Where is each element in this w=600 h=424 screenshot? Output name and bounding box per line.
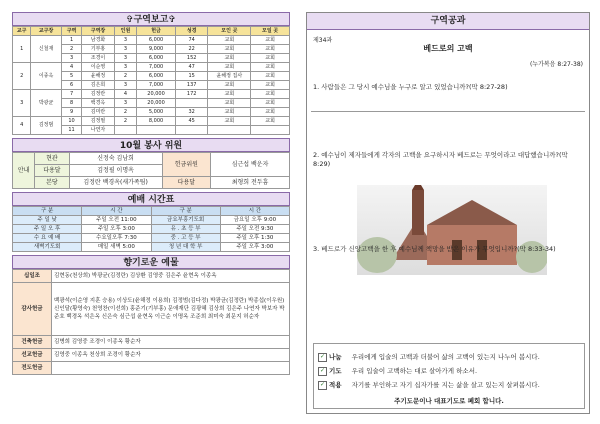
table-row: [13, 216, 290, 225]
guide-label: 안내: [13, 153, 35, 189]
cell-meet: 교회: [251, 99, 290, 108]
area-header: 인원: [114, 27, 136, 36]
cell-met: 교회: [208, 36, 251, 45]
schedule-table: [12, 206, 290, 252]
table-row: [13, 270, 290, 283]
multi-names: 최형희 전두흠: [211, 177, 290, 189]
area-header: 성경: [175, 27, 208, 36]
pray-text: 우리 입술이 고백하는 대로 살아가게 하소서.: [351, 367, 478, 375]
schedule-cell: 금요일 오후 9:00: [220, 216, 289, 225]
cell-count: 3: [114, 63, 136, 72]
offering-names: 백광석(이순영 지훈 승용) 이상도(윤해정 이용희) 김정범(김다정) 박광균(김정란) 박종섭(이우원) 신인달(황영숙) 천영찬(이선희) 홍준기(기부홍) 문애재단 김광혜 김상희 김은주 나연자 박보자 박준호 백경옥 석은옥 신은숙 심근섭 윤현옥 이근순 이명옥 조준희 최미숙 최문지 허순자: [52, 283, 290, 336]
lesson-title: 베드로의 고백: [423, 44, 473, 53]
schedule-cell: 주일 오후 1:30: [220, 234, 289, 243]
offering-label: 십일조: [13, 270, 52, 283]
cell-area: 5: [61, 72, 81, 81]
cell-money: 7,000: [137, 63, 176, 72]
cell-met: 교회: [208, 81, 251, 90]
cell-count: [114, 126, 136, 135]
cell-money: 6,000: [137, 54, 176, 63]
area-report-table: [12, 26, 290, 135]
cell-bible: [175, 99, 208, 108]
lesson-header: 구역공과: [307, 13, 589, 30]
cell-bible: 15: [175, 72, 208, 81]
cell-bible: [175, 126, 208, 135]
schedule-cell: 매일 새벽 5:00: [82, 243, 151, 252]
check-icon: ✓: [319, 366, 326, 374]
r2-names: 김정필 이명옥: [69, 165, 162, 177]
schedule-cell: 금요부흥기도회: [151, 216, 220, 225]
cell-count: 4: [114, 90, 136, 99]
cell-area: 10: [61, 117, 81, 126]
schedule-title: 예배 시간표: [12, 192, 290, 206]
offering-names: 김영중 이종옥 천상희 조경이 황순자: [52, 349, 290, 362]
application-box: [313, 343, 585, 409]
lesson-number: 제34과: [313, 37, 333, 44]
cell-bible: 172: [175, 90, 208, 99]
schedule-cell: 유 . 초 등 부: [151, 225, 220, 234]
cell-met: 교회: [208, 99, 251, 108]
r2-label: 다용달: [35, 165, 69, 177]
table-row: [13, 349, 290, 362]
cell-bible: 152: [175, 54, 208, 63]
cell-meet: 교회: [251, 90, 290, 99]
row-leader: 박광균: [31, 90, 62, 117]
row-leader: 신철재: [31, 36, 62, 63]
area-header: 헌금: [137, 27, 176, 36]
cell-money: 6,000: [137, 36, 176, 45]
cell-met: 교회: [208, 117, 251, 126]
cell-met: 교회: [208, 45, 251, 54]
table-row: [13, 63, 290, 72]
offering-label: 건축헌금: [13, 336, 52, 349]
r1-label: 현관: [35, 153, 69, 165]
area-header: 모일 곳: [251, 27, 290, 36]
lesson-ref: (누가복음 8:27-38): [529, 61, 583, 68]
table-row: [13, 90, 290, 99]
cell-money: 8,000: [137, 117, 176, 126]
table-row: [13, 336, 290, 349]
offering-table: [12, 269, 290, 375]
cell-head: 김미란: [82, 108, 115, 117]
table-row: [13, 362, 290, 375]
share-text: 우리에게 입술의 고백과 더불어 삶의 고백이 있는지 나누어 봅시다.: [351, 353, 540, 361]
cell-bible: 22: [175, 45, 208, 54]
table-row: [13, 36, 290, 45]
r3-label: 본당: [35, 177, 69, 189]
cell-count: 3: [114, 45, 136, 54]
cell-bible: 45: [175, 117, 208, 126]
schedule-cell: 주일 오전 11:00: [82, 216, 151, 225]
cell-meet: 교회: [251, 36, 290, 45]
offering-names: 심근섭 백운자: [211, 153, 290, 177]
schedule-cell: 주 일 낮: [13, 216, 82, 225]
cell-head: 기부홍: [82, 45, 115, 54]
church-image: [357, 185, 547, 275]
area-header: 모인 곳: [208, 27, 251, 36]
cell-area: 4: [61, 63, 81, 72]
question-2: 2. 예수님이 제자들에게 각자의 고백을 요구하시자 베드로는 무엇이라고 대답했습니까?(막 8:29): [313, 151, 568, 168]
table-row: [13, 234, 290, 243]
table-row: [13, 225, 290, 234]
table-row: [13, 283, 290, 336]
offering-names: 김병희 김영중 조경이 이종옥 황순자: [52, 336, 290, 349]
cell-area: 9: [61, 108, 81, 117]
check-icon: ✓: [319, 352, 326, 360]
schedule-header: 구 분: [151, 207, 220, 216]
table-row: [13, 243, 290, 252]
row-gyogu: 3: [13, 90, 31, 117]
schedule-cell: 새벽기도회: [13, 243, 82, 252]
cell-money: 20,000: [137, 99, 176, 108]
cell-count: 3: [114, 36, 136, 45]
offering-names: [52, 362, 290, 375]
cell-count: 3: [114, 54, 136, 63]
cell-count: 2: [114, 117, 136, 126]
cell-bible: 32: [175, 108, 208, 117]
cell-head: 나연자: [82, 126, 115, 135]
cell-bible: 74: [175, 36, 208, 45]
cell-meet: 교회: [251, 54, 290, 63]
cell-met: 윤해정 집사: [208, 72, 251, 81]
question-1: 1. 사람들은 그 당시 예수님을 누구로 알고 있었습니까?(막 8:27-28): [313, 83, 508, 91]
cell-meet: 교회: [251, 108, 290, 117]
schedule-header: 시 간: [220, 207, 289, 216]
schedule-cell: 중 . 고 등 부: [151, 234, 220, 243]
row-leader: 김정범: [31, 117, 62, 135]
cell-bible: 137: [175, 81, 208, 90]
volunteers-table: [12, 152, 290, 189]
left-column: [12, 12, 290, 375]
closing-text: 주기도문이나 대표기도로 폐회 합니다.: [394, 397, 504, 405]
cell-head: 김정란: [82, 90, 115, 99]
check-icon: ✓: [319, 380, 326, 388]
schedule-cell: 주일 오전 9:30: [220, 225, 289, 234]
cell-met: 교회: [208, 108, 251, 117]
cell-count: 3: [114, 99, 136, 108]
question-3: 3. 베드로가 신앙고백을 한 후 예수님께 책망을 받은 이유가 무엇입니까?(막 8:33-34): [313, 245, 556, 253]
pray-label: 기도: [329, 367, 342, 375]
schedule-cell: 수 요 예 배: [13, 234, 82, 243]
cell-count: 2: [114, 72, 136, 81]
cell-count: 2: [114, 108, 136, 117]
cell-area: 8: [61, 99, 81, 108]
cell-money: 5,000: [137, 108, 176, 117]
lesson-panel: [306, 12, 590, 414]
schedule-cell: 청 년 대 학 부: [151, 243, 220, 252]
cell-head: 김은희: [82, 81, 115, 90]
area-header: 교구: [13, 27, 31, 36]
cell-meet: [251, 126, 290, 135]
row-gyogu: 2: [13, 63, 31, 90]
volunteers-title: 10월 봉사 위원: [12, 138, 290, 152]
cell-area: 2: [61, 45, 81, 54]
row-gyogu: 1: [13, 36, 31, 63]
area-header: 구역장: [82, 27, 115, 36]
cell-head: 백경옥: [82, 99, 115, 108]
multi-label: 다용달: [162, 177, 211, 189]
schedule-cell: 주일 오후 3:00: [82, 225, 151, 234]
schedule-cell: 주일 오후 3:00: [220, 243, 289, 252]
cell-money: 20,000: [137, 90, 176, 99]
table-row: [13, 117, 290, 126]
cell-area: 1: [61, 36, 81, 45]
cell-head: 남경화: [82, 36, 115, 45]
schedule-cell: 수요일오후 7:30: [82, 234, 151, 243]
offering-label: 선교헌금: [13, 349, 52, 362]
cell-meet: 교회: [251, 117, 290, 126]
r1-names: 신정숙 김남희: [69, 153, 162, 165]
row-leader: 이종옥: [31, 63, 62, 90]
cell-head: 김정필: [82, 117, 115, 126]
cell-money: [137, 126, 176, 135]
cell-money: 6,000: [137, 72, 176, 81]
cell-meet: 교회: [251, 45, 290, 54]
cell-meet: 교회: [251, 81, 290, 90]
cell-met: [208, 126, 251, 135]
offering-label: 전도헌금: [13, 362, 52, 375]
cell-met: 교회: [208, 54, 251, 63]
area-header: 구역: [61, 27, 81, 36]
schedule-header: 구 분: [13, 207, 82, 216]
offering-title: 향기로운 예물: [12, 255, 290, 269]
cell-area: 7: [61, 90, 81, 99]
offering-label: 감사헌금: [13, 283, 52, 336]
cell-head: 이순영: [82, 63, 115, 72]
share-label: 나눔: [329, 353, 342, 361]
cell-count: 3: [114, 81, 136, 90]
cell-bible: 47: [175, 63, 208, 72]
apply-text: 자기를 부인하고 자기 십자가를 지는 삶을 살고 있는지 살펴봅시다.: [351, 381, 540, 389]
divider-1: [311, 111, 585, 112]
apply-label: 적용: [329, 381, 342, 389]
cell-head: 윤해정: [82, 72, 115, 81]
r3-names: 김정란 백경옥(새가족팀): [69, 177, 162, 189]
row-gyogu: 4: [13, 117, 31, 135]
cell-met: 교회: [208, 63, 251, 72]
cell-met: 교회: [208, 90, 251, 99]
cell-money: 7,000: [137, 81, 176, 90]
cell-area: 11: [61, 126, 81, 135]
cell-area: 3: [61, 54, 81, 63]
area-header: 교구장: [31, 27, 62, 36]
schedule-cell: 주 일 오 후: [13, 225, 82, 234]
cell-area: 6: [61, 81, 81, 90]
offering-label: 헌금위원: [162, 153, 211, 177]
cell-money: 9,000: [137, 45, 176, 54]
cell-meet: 교회: [251, 63, 290, 72]
area-report-title: ✞구역보고✞: [12, 12, 290, 26]
schedule-header: 시 간: [82, 207, 151, 216]
cell-head: 조경이: [82, 54, 115, 63]
offering-names: 김현동(천상희) 박광균(김정란) 김상환 김영중 김은주 윤현옥 이종옥: [52, 270, 290, 283]
cell-meet: 교회: [251, 72, 290, 81]
